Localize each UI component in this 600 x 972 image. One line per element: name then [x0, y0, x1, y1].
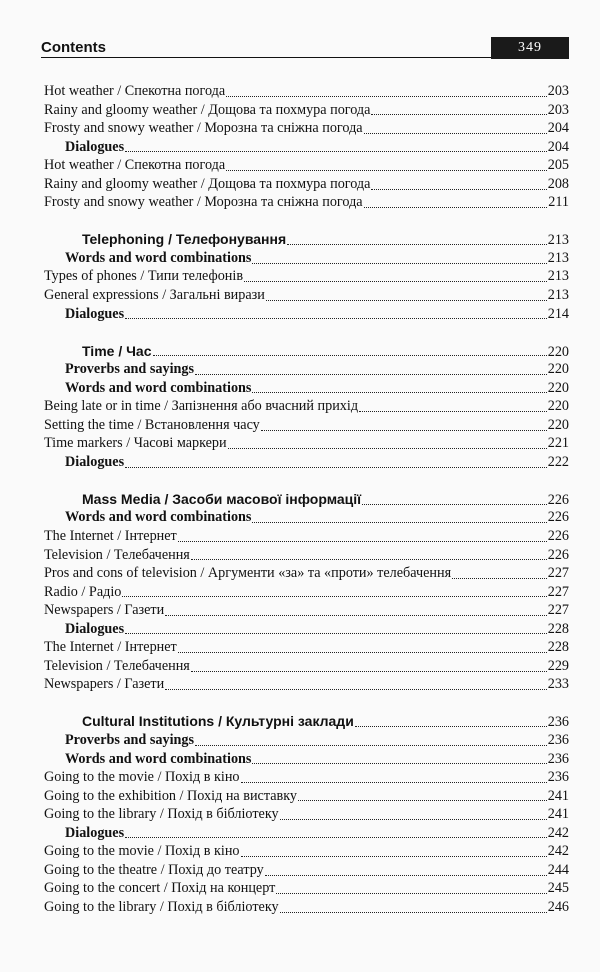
- toc-entry[interactable]: [44, 268, 569, 287]
- toc-entry[interactable]: [44, 435, 569, 454]
- toc-entry[interactable]: [44, 639, 569, 658]
- toc-entry[interactable]: [44, 769, 569, 788]
- toc-entry[interactable]: [44, 788, 569, 807]
- dot-leader: [371, 114, 546, 115]
- table-of-contents: [44, 83, 569, 917]
- dot-leader: [371, 189, 546, 190]
- toc-entry[interactable]: [44, 899, 569, 918]
- dot-leader: [261, 430, 547, 431]
- toc-entry[interactable]: [44, 547, 569, 566]
- dot-leader: [125, 151, 547, 152]
- toc-entry-page: 211: [548, 194, 569, 211]
- toc-subheading[interactable]: [44, 139, 569, 158]
- dot-leader: [244, 281, 547, 282]
- toc-entry-page: 233: [547, 676, 569, 693]
- toc-entry[interactable]: [44, 676, 569, 695]
- toc-entry-label: The Internet / Інтернет: [44, 527, 177, 544]
- toc-entry-label: Newspapers / Газети: [44, 676, 165, 693]
- toc-entry-label: Telephoning / Телефонування: [82, 231, 287, 248]
- toc-entry-page: 205: [547, 157, 569, 174]
- toc-entry-page: 226: [547, 546, 569, 563]
- toc-entry-page: 204: [547, 120, 569, 137]
- dot-leader: [191, 671, 547, 672]
- toc-entry-label: Words and word combinations: [65, 249, 252, 266]
- toc-section-heading[interactable]: [44, 713, 569, 732]
- dot-leader: [364, 207, 548, 208]
- toc-entry-page: 220: [547, 416, 569, 433]
- toc-subheading[interactable]: [44, 732, 569, 751]
- toc-subheading[interactable]: [44, 621, 569, 640]
- toc-section-heading[interactable]: [44, 343, 569, 362]
- toc-subheading[interactable]: [44, 751, 569, 770]
- toc-entry-page: 220: [547, 343, 569, 360]
- toc-entry-page: 213: [547, 249, 569, 266]
- toc-entry-label: Pros and cons of television / Аргументи «за» та «проти» телебачення: [44, 565, 452, 582]
- toc-entry-page: 242: [547, 843, 569, 860]
- toc-entry-label: Newspapers / Газети: [44, 602, 165, 619]
- toc-entry[interactable]: [44, 565, 569, 584]
- toc-entry-page: 226: [547, 491, 569, 508]
- toc-entry-label: Words and word combinations: [65, 750, 252, 767]
- dot-leader: [195, 745, 547, 746]
- toc-subheading[interactable]: [44, 380, 569, 399]
- toc-entry-page: 228: [547, 620, 569, 637]
- toc-entry-label: Going to the library / Похід в бібліотеку: [44, 898, 279, 915]
- dot-leader: [241, 782, 547, 783]
- toc-entry-page: 204: [547, 138, 569, 155]
- toc-entry-page: 213: [547, 268, 569, 285]
- toc-entry-page: 221: [547, 435, 569, 452]
- dot-leader: [178, 652, 547, 653]
- dot-leader: [364, 133, 547, 134]
- toc-entry[interactable]: [44, 417, 569, 436]
- toc-entry[interactable]: [44, 602, 569, 621]
- dot-leader: [359, 411, 547, 412]
- toc-entry-page: 236: [547, 714, 569, 731]
- toc-section-heading[interactable]: [44, 231, 569, 250]
- dot-leader: [125, 467, 547, 468]
- toc-entry-label: Television / Телебачення: [44, 657, 190, 674]
- toc-entry[interactable]: [44, 287, 569, 306]
- toc-entry-page: 241: [547, 787, 569, 804]
- toc-entry-page: 226: [547, 527, 569, 544]
- toc-entry-page: 208: [547, 175, 569, 192]
- toc-entry-label: Time / Час: [82, 342, 152, 359]
- toc-entry-label: Proverbs and sayings: [65, 361, 195, 378]
- dot-leader: [125, 837, 547, 838]
- toc-entry-label: Going to the concert / Похід на концерт: [44, 880, 276, 897]
- dot-leader: [165, 615, 547, 616]
- dot-leader: [265, 875, 547, 876]
- dot-leader: [280, 912, 547, 913]
- toc-entry-label: Words and word combinations: [65, 509, 252, 526]
- toc-entry-page: 236: [547, 750, 569, 767]
- toc-entry-label: Dialogues: [65, 138, 125, 155]
- toc-entry[interactable]: [44, 398, 569, 417]
- dot-leader: [195, 374, 547, 375]
- toc-subheading[interactable]: [44, 454, 569, 473]
- toc-entry-page: 236: [547, 769, 569, 786]
- toc-entry[interactable]: [44, 120, 569, 139]
- toc-entry[interactable]: [44, 584, 569, 603]
- toc-entry-label: Time markers / Часові маркери: [44, 435, 227, 452]
- toc-subheading[interactable]: [44, 250, 569, 269]
- dot-leader: [178, 541, 547, 542]
- header-title: Contents: [41, 39, 106, 56]
- dot-leader: [355, 726, 547, 727]
- toc-entry-label: Television / Телебачення: [44, 546, 190, 563]
- toc-entry-label: Being late or in time / Запізнення або вчасний прихід: [44, 398, 359, 415]
- toc-entry[interactable]: [44, 157, 569, 176]
- dot-leader: [252, 263, 546, 264]
- toc-entry-page: 227: [547, 602, 569, 619]
- toc-entry-page: 226: [547, 509, 569, 526]
- toc-entry-label: Types of phones / Типи телефонів: [44, 268, 244, 285]
- dot-leader: [226, 170, 547, 171]
- dot-leader: [298, 800, 547, 801]
- toc-entry-label: Dialogues: [65, 305, 125, 322]
- toc-entry[interactable]: [44, 528, 569, 547]
- toc-entry[interactable]: [44, 658, 569, 677]
- dot-leader: [252, 763, 546, 764]
- dot-leader: [280, 819, 547, 820]
- toc-entry-label: Dialogues: [65, 824, 125, 841]
- toc-subheading[interactable]: [44, 361, 569, 380]
- toc-entry-page: 242: [547, 824, 569, 841]
- toc-entry-label: Going to the movie / Похід в кіно: [44, 769, 240, 786]
- dot-leader: [165, 689, 547, 690]
- toc-entry-label: Going to the exhibition / Похід на виставку: [44, 787, 298, 804]
- toc-entry-label: Going to the library / Похід в бібліотеку: [44, 806, 279, 823]
- toc-entry-label: Going to the theatre / Похід до театру: [44, 861, 264, 878]
- toc-subheading[interactable]: [44, 825, 569, 844]
- header-rule: [41, 57, 491, 58]
- dot-leader: [452, 578, 547, 579]
- toc-entry-label: Hot weather / Спекотна погода: [44, 157, 226, 174]
- toc-section-heading[interactable]: [44, 491, 569, 510]
- toc-entry-label: Frosty and snowy weather / Морозна та сніжна погода: [44, 194, 363, 211]
- toc-entry-label: Going to the movie / Похід в кіно: [44, 843, 240, 860]
- dot-leader: [252, 392, 546, 393]
- toc-entry-page: 245: [547, 880, 569, 897]
- dot-leader: [276, 893, 546, 894]
- toc-entry[interactable]: [44, 843, 569, 862]
- dot-leader: [362, 504, 547, 505]
- toc-entry-label: Setting the time / Встановлення часу: [44, 416, 260, 433]
- toc-entry-label: Rainy and gloomy weather / Дощова та похмура погода: [44, 175, 371, 192]
- dot-leader: [266, 300, 547, 301]
- toc-subheading[interactable]: [44, 306, 569, 325]
- toc-entry-label: Radio / Радіо: [44, 583, 122, 600]
- toc-entry[interactable]: [44, 806, 569, 825]
- dot-leader: [287, 244, 547, 245]
- toc-entry-page: 227: [547, 565, 569, 582]
- dot-leader: [226, 96, 547, 97]
- toc-entry-label: Dialogues: [65, 620, 125, 637]
- dot-leader: [122, 596, 546, 597]
- toc-entry[interactable]: [44, 880, 569, 899]
- toc-entry-label: Hot weather / Спекотна погода: [44, 83, 226, 99]
- dot-leader: [252, 522, 546, 523]
- toc-entry-page: 246: [547, 898, 569, 915]
- toc-entry-label: Mass Media / Засоби масової інформації: [82, 490, 362, 507]
- toc-entry-page: 227: [547, 583, 569, 600]
- dot-leader: [153, 355, 547, 356]
- header-page-number: 349: [491, 37, 569, 59]
- toc-entry[interactable]: [44, 83, 569, 102]
- toc-entry-page: 236: [547, 731, 569, 748]
- dot-leader: [241, 856, 547, 857]
- toc-entry-page: 228: [547, 639, 569, 656]
- toc-entry-label: Cultural Institutions / Культурні заклади: [82, 713, 354, 730]
- toc-entry-label: Proverbs and sayings: [65, 731, 195, 748]
- dot-leader: [125, 633, 547, 634]
- toc-entry-label: Rainy and gloomy weather / Дощова та похмура погода: [44, 101, 371, 118]
- toc-entry-page: 229: [547, 657, 569, 674]
- dot-leader: [125, 318, 547, 319]
- toc-subheading[interactable]: [44, 509, 569, 528]
- toc-entry-page: 220: [547, 379, 569, 396]
- toc-entry-label: Frosty and snowy weather / Морозна та сніжна погода: [44, 120, 363, 137]
- dot-leader: [228, 448, 547, 449]
- toc-entry-page: 213: [547, 286, 569, 303]
- toc-entry-label: The Internet / Інтернет: [44, 639, 177, 656]
- toc-entry-page: 244: [547, 861, 569, 878]
- toc-entry-label: Dialogues: [65, 453, 125, 470]
- toc-entry-page: 203: [547, 101, 569, 118]
- toc-entry-label: General expressions / Загальні вирази: [44, 286, 265, 303]
- toc-entry-page: 203: [547, 83, 569, 99]
- toc-entry-page: 220: [547, 398, 569, 415]
- toc-entry-page: 213: [547, 232, 569, 249]
- toc-entry-label: Words and word combinations: [65, 379, 252, 396]
- toc-entry[interactable]: [44, 176, 569, 195]
- toc-entry-page: 214: [547, 305, 569, 322]
- running-header: [41, 37, 569, 62]
- toc-entry-page: 220: [547, 361, 569, 378]
- toc-entry-page: 241: [547, 806, 569, 823]
- toc-entry-page: 222: [547, 453, 569, 470]
- toc-entry[interactable]: [44, 102, 569, 121]
- toc-entry[interactable]: [44, 862, 569, 881]
- dot-leader: [191, 559, 547, 560]
- toc-entry[interactable]: [44, 194, 569, 213]
